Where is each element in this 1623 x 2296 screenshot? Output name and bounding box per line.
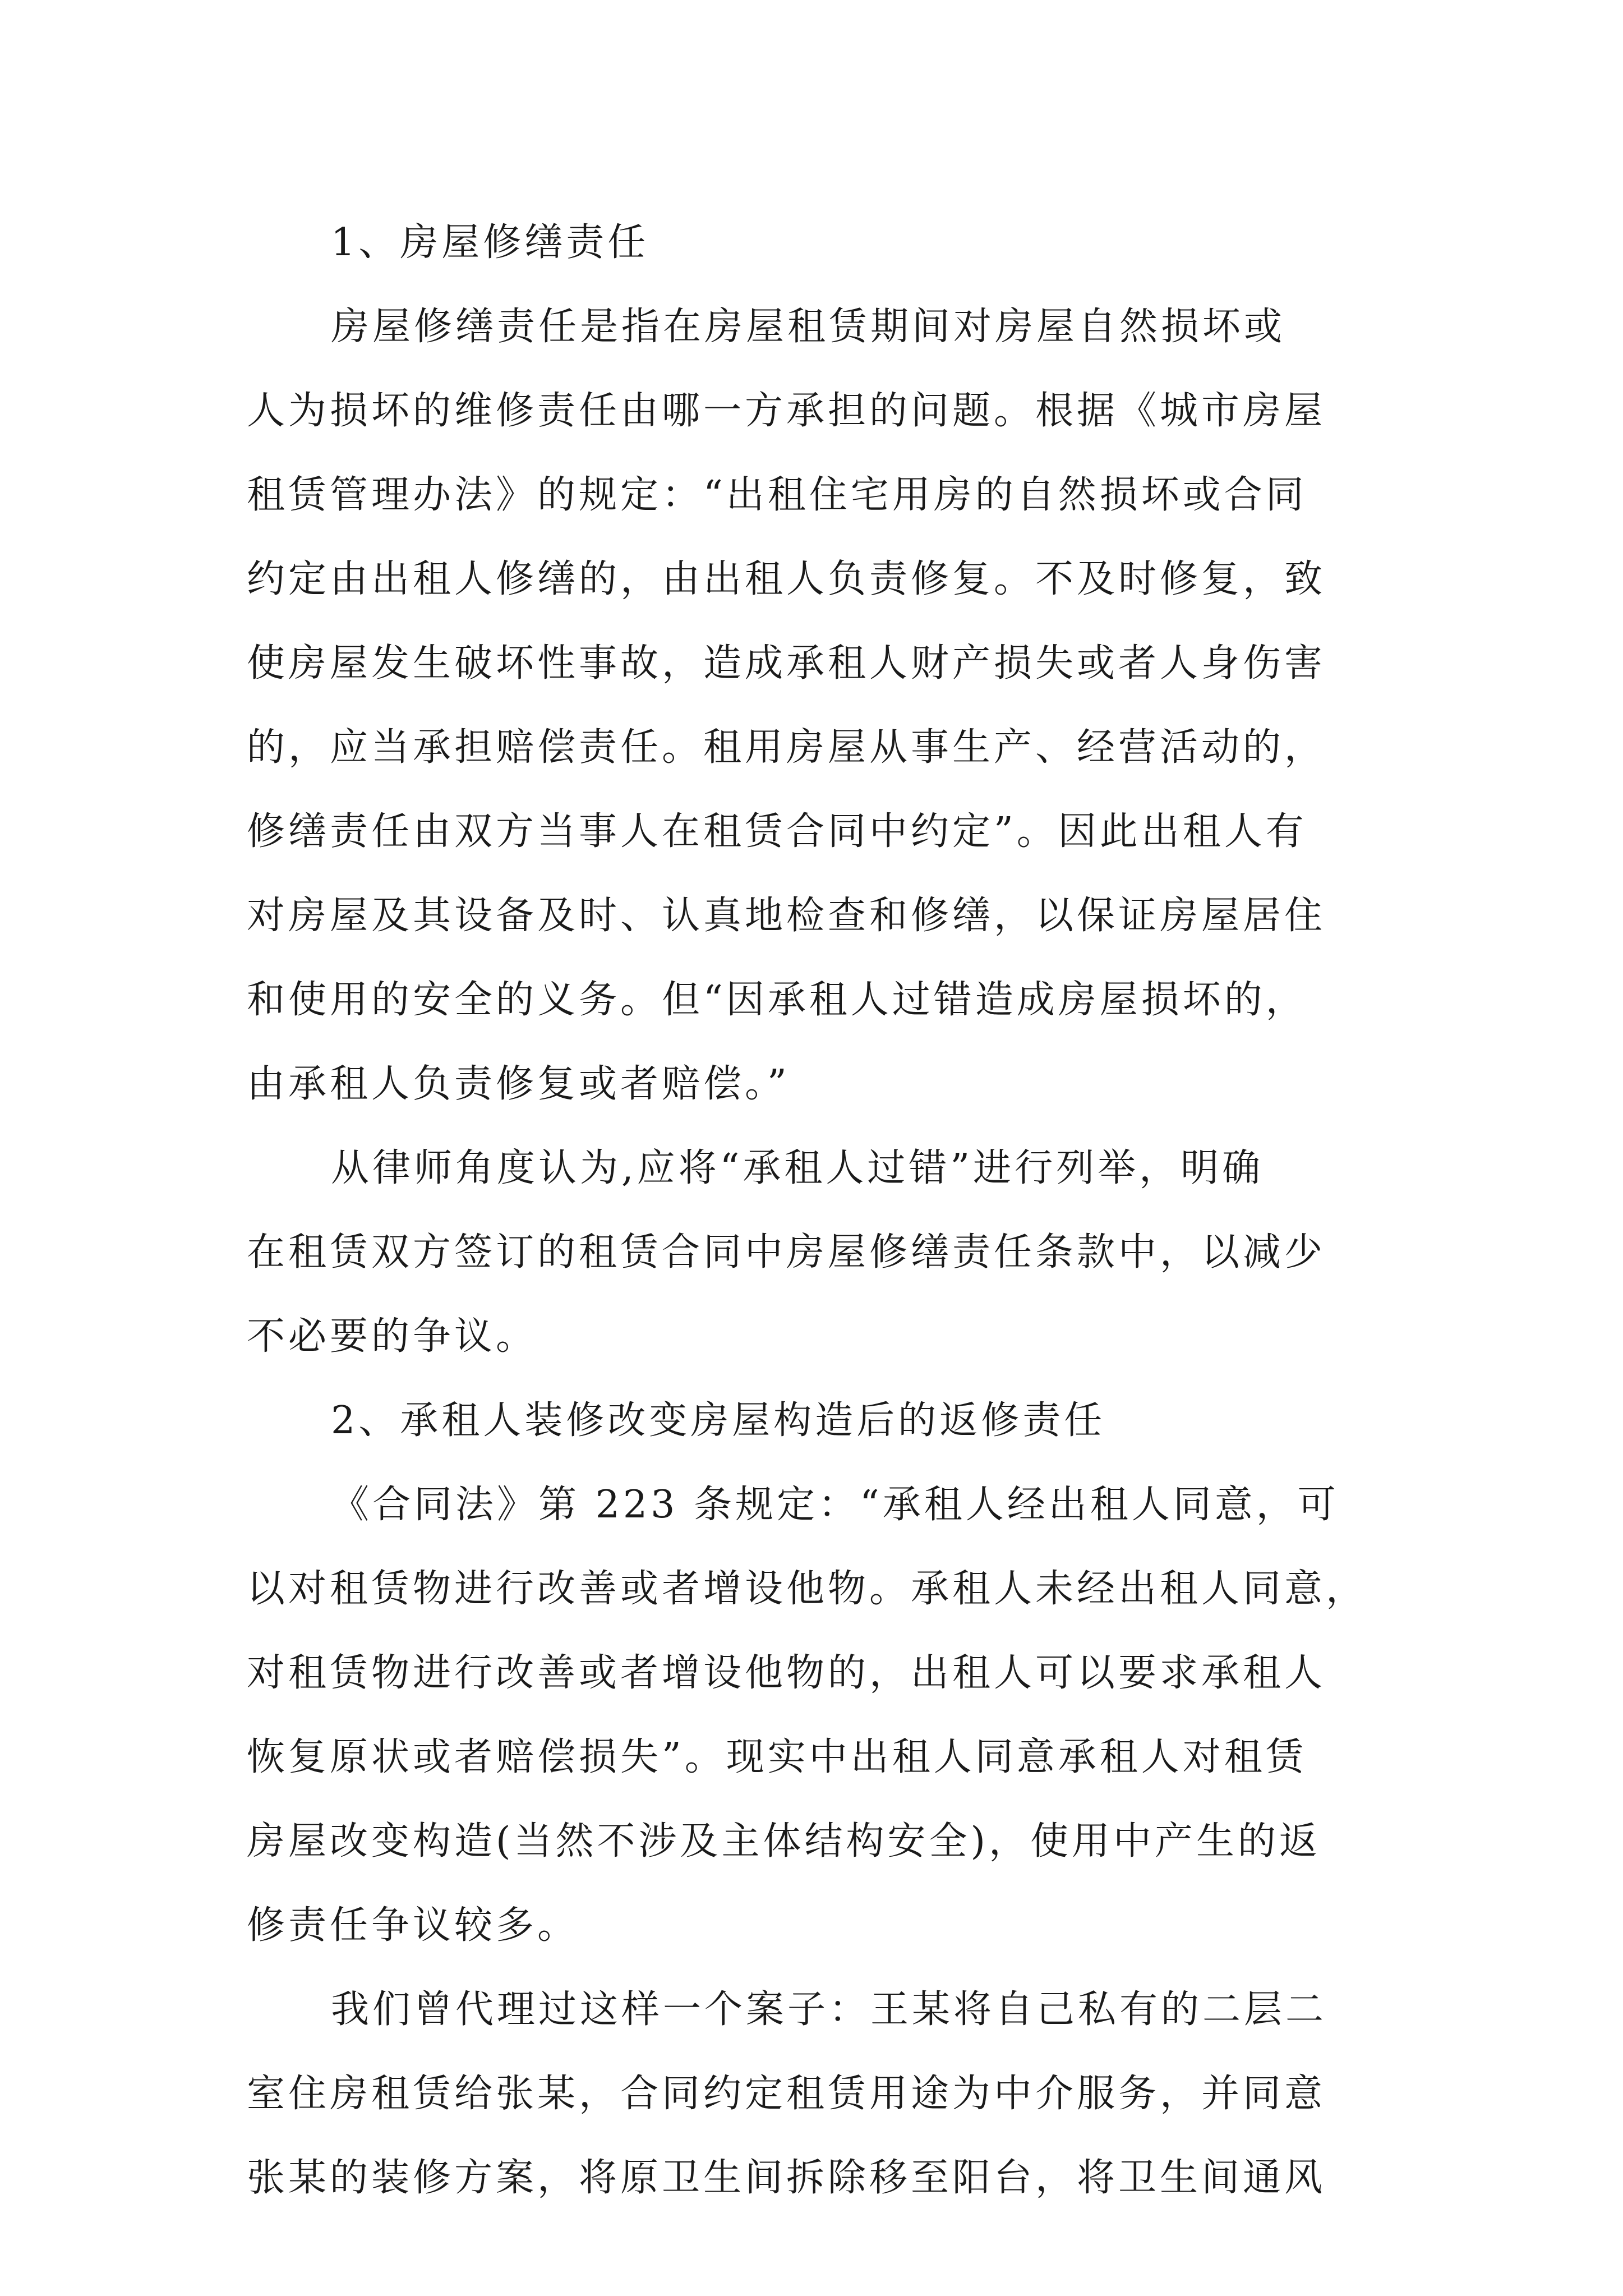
paragraph-line: 租赁管理办法》的规定：“出租住宅用房的自然损坏或合同: [247, 473, 1307, 517]
paragraph-line: 由承租人负责修复或者赔偿。”: [247, 1062, 790, 1106]
paragraph-line: 恢复原状或者赔偿损失”。现实中出租人同意承租人对租赁: [247, 1735, 1307, 1779]
paragraph-line: 在租赁双方签订的租赁合同中房屋修缮责任条款中，以减少: [247, 1230, 1326, 1274]
paragraph-line: 对房屋及其设备及时、认真地检查和修缮，以保证房屋居住: [247, 894, 1326, 938]
heading-line: 1、房屋修缮责任: [331, 220, 649, 265]
heading-line: 2、承租人装修改变房屋构造后的返修责任: [331, 1398, 1106, 1443]
paragraph-line: 约定由出租人修缮的，由出租人负责修复。不及时修复，致: [247, 557, 1326, 601]
paragraph-line: 我们曾代理过这样一个案子：王某将自己私有的二层二: [331, 1987, 1327, 2032]
paragraph-case-example: [247, 1968, 1391, 2220]
paragraph-line: 张某的装修方案，将原卫生间拆除移至阳台，将卫生间通风: [247, 2156, 1326, 2200]
paragraph-line: 房屋改变构造(当然不涉及主体结构安全)，使用中产生的返: [247, 1819, 1321, 1864]
document-body: [247, 201, 1391, 2220]
paragraph-line: 人为损坏的维修责任由哪一方承担的问题。根据《城市房屋: [247, 389, 1326, 433]
paragraph-line: 使房屋发生破坏性事故，造成承租人财产损失或者人身伤害: [247, 641, 1326, 685]
paragraph-line: 的，应当承担赔偿责任。租用房屋从事生产、经营活动的，: [247, 725, 1326, 770]
paragraph-line: 从律师角度认为,应将“承租人过错”进行列举，明确: [331, 1146, 1264, 1190]
paragraph-repair-responsibility: [247, 285, 1391, 1126]
paragraph-line: 对租赁物进行改善或者增设他物的，出租人可以要求承租人: [247, 1651, 1326, 1695]
paragraph-line: 房屋修缮责任是指在房屋租赁期间对房屋自然损坏或: [331, 305, 1286, 349]
paragraph-contract-law: [247, 1463, 1391, 1968]
section-heading-1: [247, 201, 1391, 285]
section-heading-2: [247, 1379, 1391, 1463]
paragraph-line: 修责任争议较多。: [247, 1903, 579, 1948]
paragraph-line: 室住房租赁给张某，合同约定租赁用途为中介服务，并同意: [247, 2072, 1326, 2116]
paragraph-lawyer-view: [247, 1126, 1391, 1379]
paragraph-line: 《合同法》第 223 条规定：“承租人经出租人同意，可: [331, 1483, 1339, 1527]
paragraph-line: 修缮责任由双方当事人在租赁合同中约定”。因此出租人有: [247, 809, 1307, 854]
paragraph-line: 以对租赁物进行改善或者增设他物。承租人未经出租人同意，: [247, 1567, 1368, 1611]
paragraph-line: 和使用的安全的义务。但“因承租人过错造成房屋损坏的，: [247, 978, 1307, 1022]
paragraph-line: 不必要的争议。: [247, 1314, 538, 1359]
